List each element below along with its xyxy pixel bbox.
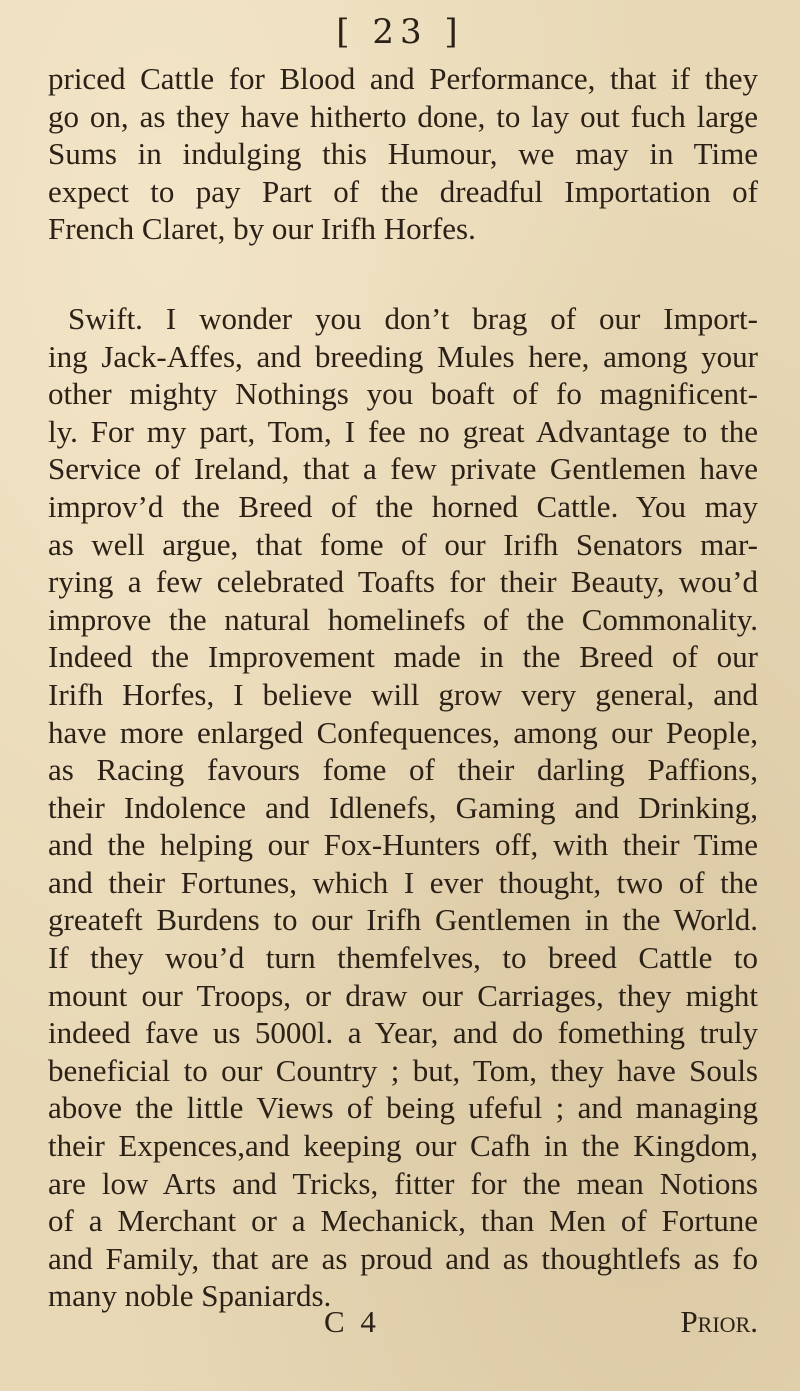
text-line: Sums in indulging this Humour, we may in Time [48, 136, 758, 172]
text-line: ing Jack-Affes, and breeding Mules here, among your [48, 338, 758, 374]
text-line: mount our Troops, or draw our Carriages, they might [48, 977, 758, 1013]
text-line: improve the natural homelinefs of the Commonality. [48, 601, 758, 637]
text-line: above the little Views of being ufeful ; and managing [48, 1090, 758, 1126]
text-line: have more enlarged Confequences, among our People, [48, 714, 758, 750]
page-footer [48, 1304, 758, 1344]
text-line: French Claret, by our Irifh Horfes. [48, 211, 476, 247]
text-line: If they wou’d turn themfelves, to breed Cattle to [48, 940, 758, 976]
paragraph-gap [48, 248, 758, 300]
text-line: and the helping our Fox-Hunters off, with their Time [48, 827, 758, 863]
text-line: many noble Spaniards. [48, 1278, 332, 1314]
text-line: rying a few celebrated Toafts for their Beauty, wou’d [48, 564, 758, 600]
text-line: expect to pay Part of the dreadful Importation of [48, 173, 758, 209]
text-line: beneficial to our Country ; but, Tom, they have Souls [48, 1052, 758, 1088]
text-line: as well argue, that fome of our Irifh Senators mar- [48, 526, 758, 562]
text-block [48, 60, 758, 1315]
text-line: as Racing favours fome of their darling Paffions, [48, 752, 758, 788]
text-line: their Expences,and keeping our Cafh in the Kingdom, [48, 1128, 758, 1164]
text-line: and Family, that are as proud and as thoughtlefs as fo [48, 1240, 758, 1276]
text-line: their Indolence and Idlenefs, Gaming and Drinking, [48, 789, 758, 825]
text-line: of a Merchant or a Mechanick, than Men of Fortune [48, 1203, 758, 1239]
text-line: and their Fortunes, which I ever thought, two of the [48, 864, 758, 900]
text-line: go on, as they have hitherto done, to lay out fuch large [48, 98, 758, 134]
text-line: indeed fave us 5000l. a Year, and do fomething truly [48, 1015, 758, 1051]
text-line: priced Cattle for Blood and Performance, that if they [48, 61, 758, 96]
text-line: greateft Burdens to our Irifh Gentlemen in the World. [48, 902, 758, 938]
text-line: Irifh Horfes, I believe will grow very general, and [48, 676, 758, 712]
text-line: other mighty Nothings you boaft of fo magnificent- [48, 376, 758, 412]
paragraph-1 [48, 60, 758, 248]
signature-mark: C 4 [324, 1304, 380, 1339]
page-number: [ 23 ] [336, 12, 464, 52]
text-line: are low Arts and Tricks, fitter for the mean Notions [48, 1165, 758, 1201]
text-line: Service of Ireland, that a few private Gentlemen have [48, 451, 758, 487]
paragraph-2 [48, 300, 758, 1315]
catchword: Prior. [680, 1304, 758, 1339]
text-line: ly. For my part, Tom, I fee no great Advantage to the [48, 413, 758, 449]
text-line: Swift. I wonder you don’t brag of our Import- [68, 300, 758, 336]
text-line: improv’d the Breed of the horned Cattle. You may [48, 488, 758, 524]
text-line: Indeed the Improvement made in the Breed of our [48, 639, 758, 675]
